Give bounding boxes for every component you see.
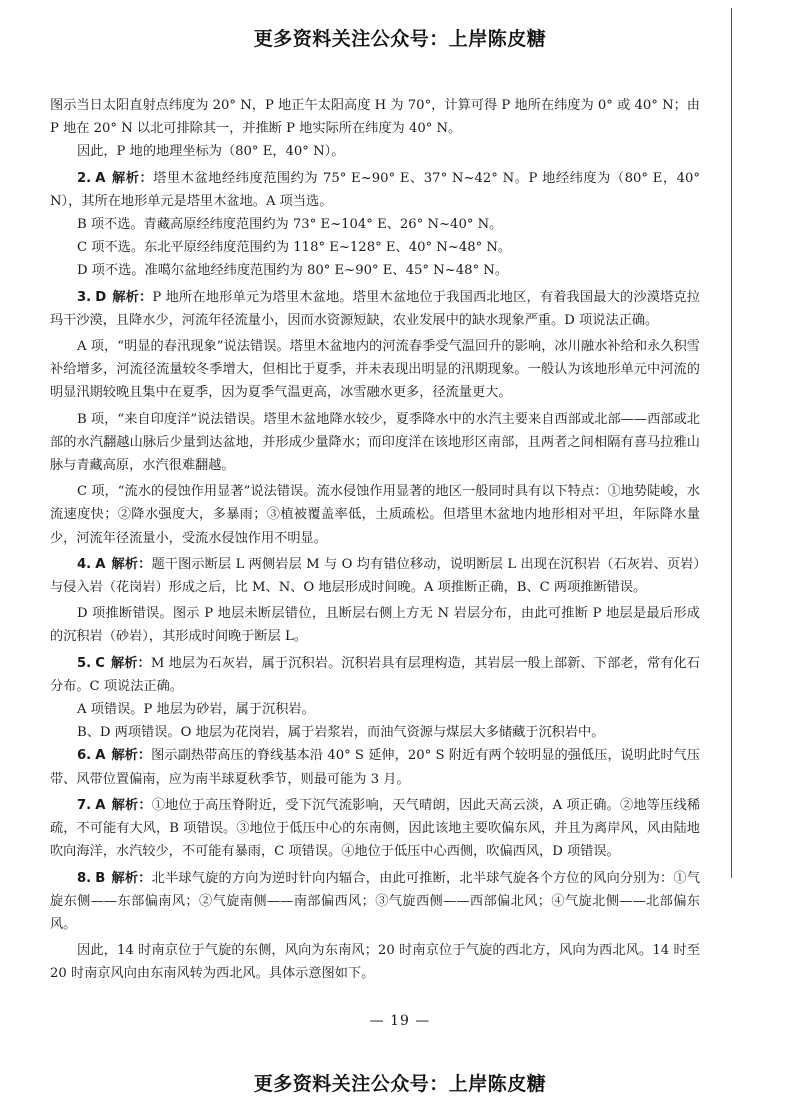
binding-rule — [731, 8, 732, 878]
q8-conclusion: 因此，14 时南京位于气旋的东侧，风向为东南风；20 时南京位于气旋的西北方，风向为西北风。14 时至 20 时南京风向由东南风转为西北风。具体示意图如下。 — [50, 943, 700, 982]
analysis-text: 图示副热带高压的脊线基本沿 40° S 延伸，20° S 附近有两个较明显的强低压，说明此时气压带、风带位置偏南，应为南半球夏秋季节，则最可能为 3 月。 — [50, 748, 701, 787]
question-number: 4. — [77, 556, 92, 572]
q3-option-b: B 项，“来自印度洋”说法错误。塔里木盆地降水较少，夏季降水中的水汽主要来自西部或北部——西部或北部的水汽翻越山脉后少量到达盆地，并形成少量降水；而印度洋在该地形区南部，且两者之间相隔有喜马拉雅山脉与青藏高原，水汽很难翻越。 — [50, 411, 700, 474]
q2-option-d: D 项不选。准噶尔盆地经纬度范围约为 80° E~90° E、45° N~48° N。 — [77, 263, 509, 279]
analysis-text: ①地位于高压脊附近，受下沉气流影响，天气晴朗，因此天高云淡，A 项正确。②地等压线稀疏，不可能有大风，B 项错误。③地位于低压中心的东南侧，因此该地主要吹偏东风，并且为离岸风，风由陆地吹向海洋，水汽较少，不可能有暴雨，C 项错误。④地位于低压中心西侧，吹偏西风，D 项错误。 — [50, 797, 701, 860]
analysis-text: M 地层为石灰岩，属于沉积岩。沉积岩具有层理构造，其岩层一般上部新、下部老，常有化石分布。C 项说法正确。 — [50, 655, 700, 694]
watermark-banner-top: 更多资料关注公众号：上岸陈皮糖 — [253, 28, 547, 50]
q2-option-c: C 项不选。东北平原经纬度范围约为 118° E~128° E、40° N~48° N。 — [77, 240, 512, 256]
intro-paragraph-2: 因此，P 地的地理坐标为（80° E，40° N）。 — [77, 144, 345, 160]
answer-letter: C — [95, 655, 105, 671]
question-6 — [50, 744, 700, 790]
analysis-label: 解析： — [112, 289, 153, 305]
watermark-banner-bottom: 更多资料关注公众号：上岸陈皮糖 — [253, 1073, 547, 1095]
answer-letter: A — [95, 556, 106, 572]
question-5 — [50, 652, 700, 698]
question-4 — [50, 553, 700, 599]
page-number: — 19 — — [369, 1013, 431, 1029]
question-number: 6. — [77, 748, 92, 764]
analysis-text: 北半球气旋的方向为逆时针向内辐合，由此可推断，北半球气旋各个方位的风向分别为：①气旋东侧——东部偏南风；②气旋南侧——南部偏西风；③气旋西侧——西部偏北风；④气旋北侧——北部偏东风。 — [50, 870, 701, 932]
analysis-text: 题干图示断层 L 两侧岩层 M 与 O 均有错位移动，说明断层 L 出现在沉积岩（石灰岩、页岩）与侵入岩（花岗岩）形成之后，比 M、N、O 地层形成时间晚。A 项推断正确，B、C 两项推断错误。 — [50, 556, 701, 596]
q2-option-b: B 项不选。青藏高原经纬度范围约为 73° E~104° E、26° N~40° N。 — [77, 217, 503, 233]
analysis-label: 解析： — [111, 170, 154, 186]
q3-option-a: A 项，“明显的春汛现象”说法错误。塔里木盆地内的河流春季受气温回升的影响，冰川融水补给和永久积雪补给增多，河流径流量较冬季增大，但相比于夏季，并未表现出明显的汛期现象。一般认为该地形单元中河流的明显汛期较晚且集中在夏季，因为夏季气温更高，冰雪融水更多，径流量更大。 — [50, 339, 700, 401]
q4-option-d: D 项推断错误。图示 P 地层未断层错位，且断层右侧上方无 N 岩层分布，由此可推断 P 地层是最后形成的沉积岩（砂岩），其形成时间晚于断层 L。 — [50, 606, 700, 645]
analysis-text: P 地所在地形单元为塔里木盆地。塔里木盆地位于我国西北地区，有着我国最大的沙漠塔克拉玛干沙漠，且降水少，河流年径流量小，因而水资源短缺，农业发展中的缺水现象严重。D 项说法正确。 — [50, 289, 700, 328]
intro-paragraph-1: 图示当日太阳直射点纬度为 20° N，P 地正午太阳高度 H 为 70°，计算可得 P 地所在纬度为 0° 或 40° N；由 P 地在 20° N 以北可排除其一，并推断 P 地实际所在纬度为 40° N。 — [50, 98, 700, 137]
q5-option-a: A 项错误。P 地层为砂岩，属于沉积岩。 — [77, 702, 315, 718]
question-8 — [50, 867, 700, 937]
analysis-label: 解析： — [111, 556, 152, 572]
analysis-label: 解析： — [111, 797, 152, 813]
answer-letter: A — [95, 170, 106, 186]
question-number: 8. — [77, 870, 92, 886]
question-number: 3. — [77, 289, 92, 305]
question-2 — [50, 167, 700, 213]
analysis-label: 解析： — [110, 655, 151, 671]
question-7 — [50, 794, 700, 864]
question-number: 2. — [77, 170, 92, 186]
answer-letter: D — [95, 289, 107, 305]
question-3 — [50, 286, 700, 332]
analysis-label: 解析： — [111, 748, 152, 764]
q5-option-bd: B、D 两项错误。O 地层为花岗岩，属于岩浆岩，而油气资源与煤层大多储藏于沉积岩中。 — [77, 725, 605, 741]
analysis-label: 解析： — [111, 870, 152, 886]
analysis-text: 塔里木盆地经纬度范围约为 75° E~90° E、37° N~42° N。P 地经纬度为（80° E，40° N），其所在地形单元是塔里木盆地。A 项当选。 — [50, 170, 701, 209]
question-number: 5. — [77, 655, 92, 671]
answer-letter: B — [95, 870, 106, 886]
answer-letter: A — [95, 797, 106, 813]
answer-letter: A — [95, 748, 106, 764]
q3-option-c: C 项，“流水的侵蚀作用显著”说法错误。流水侵蚀作用显著的地区一般同时具有以下特点：①地势陡峻，水流速度快；②降水强度大，多暴雨；③植被覆盖率低，土质疏松。但塔里木盆地内地形相对平坦，年际降水量少，河流年径流量小，受流水侵蚀作用不明显。 — [50, 484, 700, 546]
page-content — [50, 94, 700, 986]
question-number: 7. — [77, 797, 92, 813]
